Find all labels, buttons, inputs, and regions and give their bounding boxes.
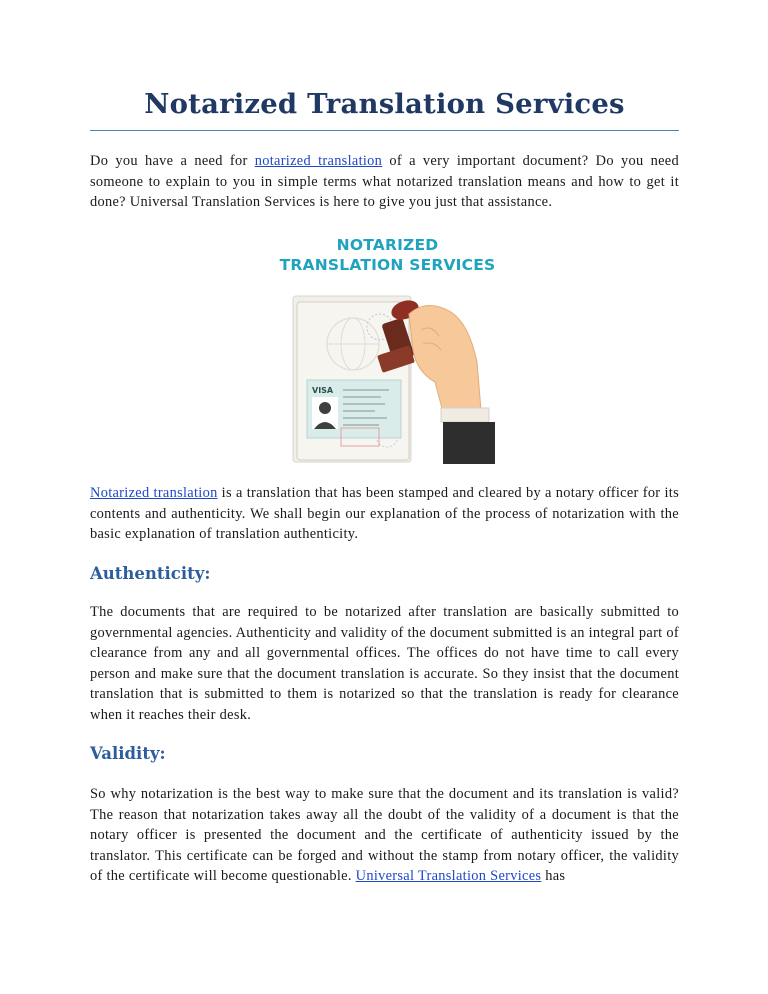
intro-text-before: Do you have a need for: [90, 153, 255, 169]
validity-text-before: So why notarization is the best way to make sure that the document and its translation is valid? The reason that notarization takes away all the doubt of the validity of a document is that the notary officer is presented the document and the certificate of authenticity issued by the translator. This certificate can be forged and without the stamp from notary officer, the validity of the certificate will become questionable.: [90, 786, 679, 885]
validity-text-after: has: [541, 868, 566, 885]
validity-paragraph: [90, 784, 679, 887]
definition-paragraph: [90, 483, 679, 545]
authenticity-paragraph: The documents that are required to be notarized after translation are basically submitted to governmental agencies. Authenticity and validity of the document submitted is an integral part of clearance from any and all governmental offices. The offices do not have time to call every person and make sure that the document translation is accurate. So they insist that the document translation that is submitted to them is notarized so that the translation is ready for clearance when it reaches their desk.: [90, 604, 679, 723]
validity-heading: Validity:: [90, 744, 166, 763]
notarized-translation-link[interactable]: notarized translation: [254, 153, 383, 169]
illustration-title-line2: TRANSLATION SERVICES: [279, 256, 496, 274]
page-title: Notarized Translation Services: [144, 88, 625, 120]
visa-label: VISA: [312, 386, 334, 395]
passport-stamp-graphic: [275, 232, 500, 468]
authenticity-heading: Authenticity:: [90, 564, 211, 583]
intro-paragraph: [90, 151, 679, 213]
notarized-translation-link-2[interactable]: Notarized translation: [90, 485, 218, 501]
illustration-title-line1: NOTARIZED: [336, 236, 439, 254]
title-underline: [90, 130, 679, 131]
universal-translation-services-link[interactable]: Universal Translation Services: [355, 868, 542, 885]
definition-text: is a translation that has been stamped and cleared by a notary officer for its contents and authenticity. We shall begin our explanation of the process of notarization with the basic explanation of translation authenticity.: [90, 485, 679, 543]
intro-text-after: of a very important document? Do you need someone to explain to you in simple terms what notarized translation means and how to get it done? Universal Translation Services is here to give you just that assistance.: [90, 153, 679, 211]
notarized-translation-illustration: [275, 232, 500, 468]
